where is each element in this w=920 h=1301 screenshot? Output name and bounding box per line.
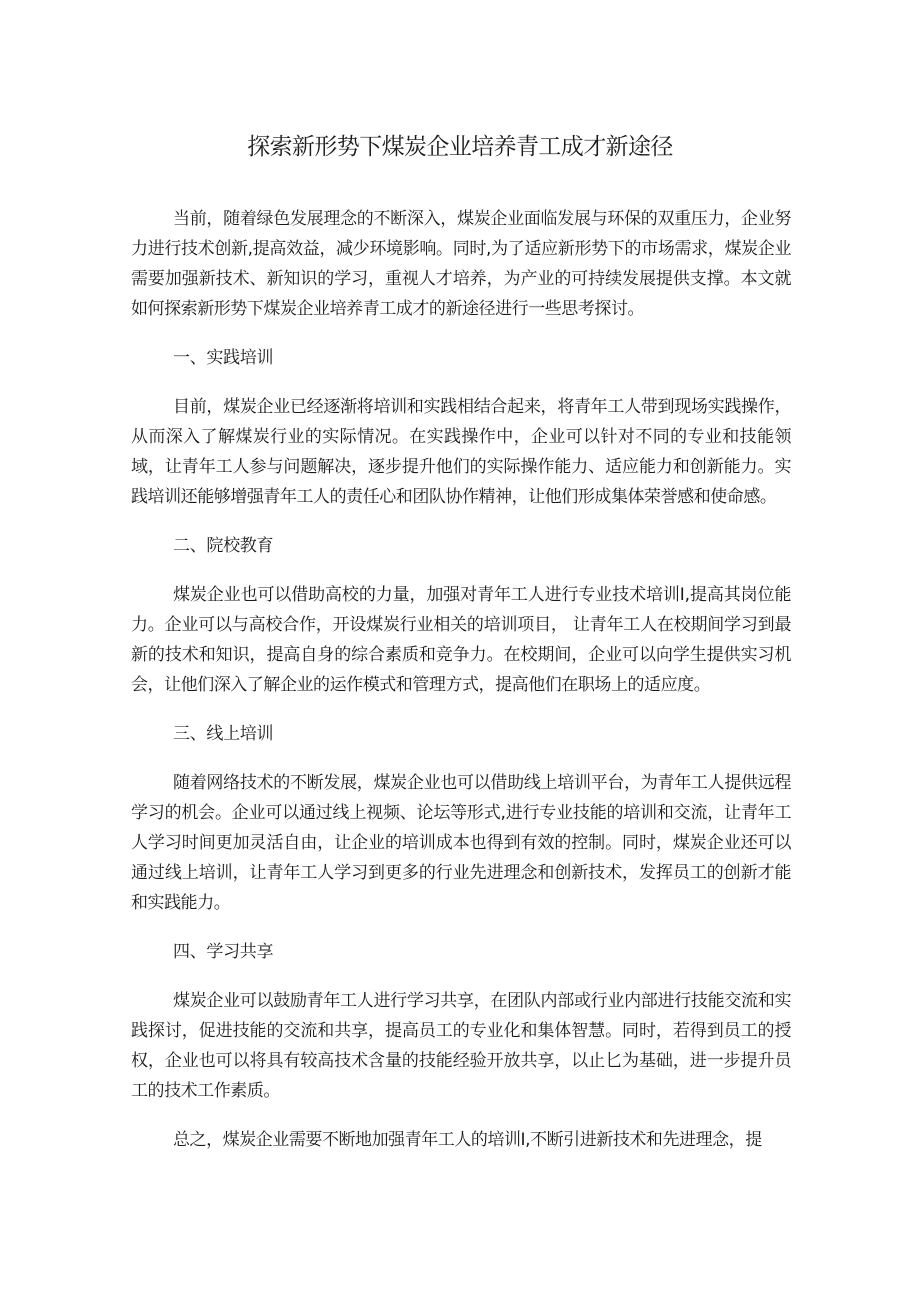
- document-body: [131, 204, 791, 1174]
- section-text-college-education: 煤炭企业也可以借助高校的力量，加强对青年工人进行专业技术培训Ⅰ,提高其岗位能力。企业可以与高校合作，开设煤炭行业相关的培训项目， 让青年工人在校期间学习到最新的技术和知识，提高自身的综合素质和竞争力。在校期间，企业可以向学生提供实习机会，让他们深入了解企业的运作模式和管理方式，提高他们在职场上的适应度。: [131, 585, 791, 695]
- section-heading-practice-training: 一、实践培训: [173, 348, 274, 368]
- intro-paragraph: 当前，随着绿色发展理念的不断深入，煤炭企业面临发展与环保的双重压力，企业努力进行技术创新,提高效益，减少环境影响。同时,为了适应新形势下的市场需求，煤炭企业需要加强新技术、新知识的学习，重视人才培养，为产业的可持续发展提供支撑。本文就如何探索新形势下煤炭企业培养青工成才的新途径进行一些思考探讨。: [131, 209, 791, 319]
- document-title: 探索新形势下煤炭企业培养青工成才新途径: [247, 134, 673, 160]
- section-heading-online-training: 三、线上培训: [173, 724, 274, 744]
- section-heading-college-education: 二、院校教育: [173, 536, 274, 556]
- section-text-online-training: 随着网络技术的不断发展，煤炭企业也可以借助线上培训平台，为青年工人提供远程学习的机会。企业可以通过线上视频、论坛等形式,进行专业技能的培训和交流，让青年工人学习时间更加灵活自由，让企业的培训成本也得到有效的控制。同时，煤炭企业还可以通过线上培训，让青年工人学习到更多的行业先进理念和创新技术，发挥员工的创新才能和实践能力。: [131, 773, 791, 913]
- section-heading-learning-sharing: 四、学习共享: [173, 942, 274, 962]
- section-text-learning-sharing: 煤炭企业可以鼓励青年工人进行学习共享，在团队内部或行业内部进行技能交流和实践探讨，促进技能的交流和共享，提高员工的专业化和集体智慧。同时，若得到员工的授权，企业也可以将具有较高技术含量的技能经验开放共享，以止匕为基础，进一步提升员工的技术工作素质。: [131, 991, 791, 1101]
- conclusion-paragraph: 总之，煤炭企业需要不断地加强青年工人的培训Ⅰ,不断引进新技术和先进理念，提: [173, 1130, 762, 1150]
- section-text-practice-training: 目前，煤炭企业已经逐渐将培训和实践相结合起来，将青年工人带到现场实践操作，从而深入了解煤炭行业的实际情况。在实践操作中，企业可以针对不同的专业和技能领域，让青年工人参与问题解决，逐步提升他们的实际操作能力、适应能力和创新能力。实践培训还能够增强青年工人的责任心和团队协作精神，让他们形成集体荣誉感和使命感。: [131, 397, 791, 507]
